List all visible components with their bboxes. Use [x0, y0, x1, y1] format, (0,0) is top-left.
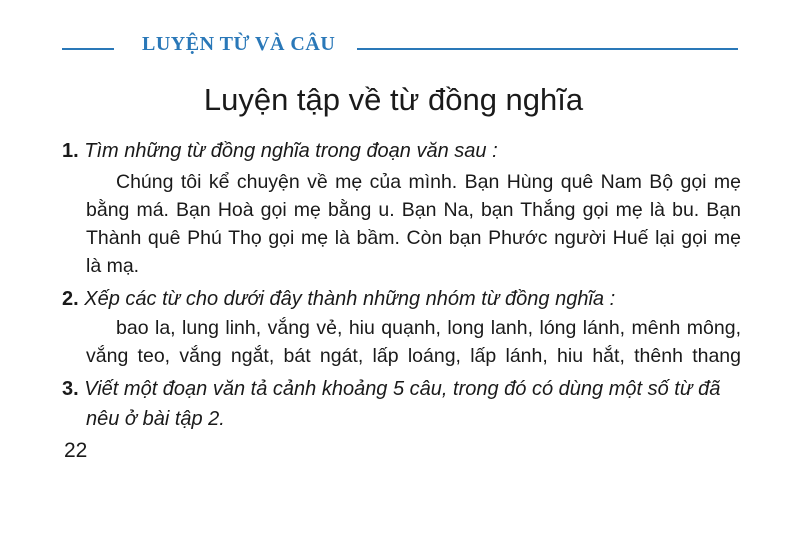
exercise-2-number: 2. — [62, 288, 79, 310]
lesson-title: Luyện tập về từ đồng nghĩa — [203, 82, 584, 117]
exercise-1-instruction: Tìm những từ đồng nghĩa trong đoạn văn sau : — [84, 140, 498, 162]
exercise-3-instruction-line: nêu ở bài tập 2. — [86, 408, 225, 430]
exercise-2-heading — [62, 286, 615, 312]
word-list-line: vắng teo, vắng ngắt, bát ngát, lấp loáng, lấp lánh, hiu hắt, thênh thang — [86, 345, 741, 367]
section-header — [62, 33, 742, 57]
exercise-3-number: 3. — [62, 378, 79, 400]
exercise-2-instruction: Xếp các từ cho dưới đây thành những nhóm từ đồng nghĩa : — [84, 288, 616, 310]
section-label: LUYỆN TỪ VÀ CÂU — [142, 33, 336, 55]
passage-line: Chúng tôi kể chuyện về mẹ của mình. Bạn Hùng quê Nam Bộ gọi mẹ — [116, 171, 741, 193]
exercise-1-heading — [62, 138, 498, 164]
header-rule-right — [357, 48, 738, 50]
exercise-1-passage — [86, 168, 741, 280]
exercise-1-number: 1. — [62, 140, 79, 162]
exercise-3-instruction-line: Viết một đoạn văn tả cảnh khoảng 5 câu, trong đó có dùng một số từ đã — [84, 378, 721, 400]
passage-line: là mạ. — [86, 255, 140, 277]
header-rule-left — [62, 48, 114, 50]
word-list-line: bao la, lung linh, vắng vẻ, hiu quạnh, long lanh, lóng lánh, mênh mông, — [116, 317, 741, 339]
page-number: 22 — [64, 439, 88, 462]
exercise-3 — [62, 374, 720, 434]
passage-line: Thành quê Phú Thọ gọi mẹ là bầm. Còn bạn Phước người Huế lại gọi mẹ — [86, 227, 741, 249]
passage-line: bằng má. Bạn Hoà gọi mẹ bằng u. Bạn Na, bạn Thắng gọi mẹ là bu. Bạn — [86, 199, 741, 221]
exercise-2-word-list — [86, 314, 741, 370]
